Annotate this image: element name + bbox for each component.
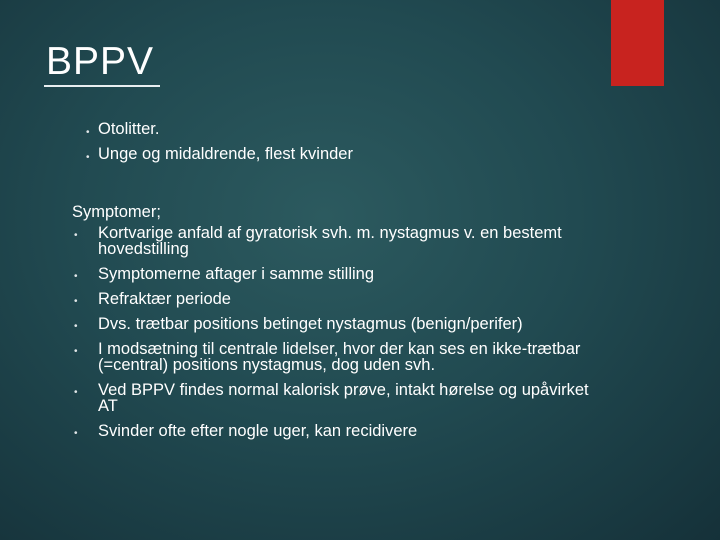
bullet-icon: • xyxy=(74,296,78,307)
list-item xyxy=(72,382,592,414)
list-item-text: Dvs. trætbar positions betinget nystagmus (benign/perifer) xyxy=(98,315,523,333)
bullet-icon: • xyxy=(74,428,78,439)
list-item-text: Svinder ofte efter nogle uger, kan recidivere xyxy=(98,422,418,440)
list-item xyxy=(72,316,592,332)
list-item xyxy=(72,145,632,163)
bullet-icon: • xyxy=(74,230,78,241)
list-item-text: Otolitter. xyxy=(98,120,160,138)
list-item xyxy=(72,341,592,373)
list-item-text: Refraktær periode xyxy=(98,290,231,308)
list-item xyxy=(72,225,592,257)
intro-list xyxy=(72,120,632,170)
symptom-list xyxy=(72,225,592,448)
list-item-text: I modsætning til centrale lidelser, hvor der kan ses en ikke-trætbar (=central) positions nystagmus, dog uden svh. xyxy=(98,340,581,374)
symptoms-heading: Symptomer; xyxy=(72,203,161,221)
bullet-icon: • xyxy=(74,346,78,357)
list-item-text: Unge og midaldrende, flest kvinder xyxy=(98,145,353,163)
bullet-icon: • xyxy=(74,321,78,332)
bullet-icon: • xyxy=(74,387,78,398)
bullet-icon: • xyxy=(86,127,90,138)
accent-bar xyxy=(611,0,664,86)
title-underline xyxy=(44,85,160,87)
list-item-text: Kortvarige anfald af gyratorisk svh. m. nystagmus v. en bestemt hovedstilling xyxy=(98,224,562,258)
list-item xyxy=(72,291,592,307)
slide-title: BPPV xyxy=(46,40,155,83)
list-item xyxy=(72,423,592,439)
list-item-text: Ved BPPV findes normal kalorisk prøve, intakt hørelse og upåvirket AT xyxy=(98,381,589,415)
list-item xyxy=(72,120,632,138)
list-item xyxy=(72,266,592,282)
bullet-icon: • xyxy=(86,152,90,163)
bullet-icon: • xyxy=(74,271,78,282)
list-item-text: Symptomerne aftager i samme stilling xyxy=(98,265,375,283)
